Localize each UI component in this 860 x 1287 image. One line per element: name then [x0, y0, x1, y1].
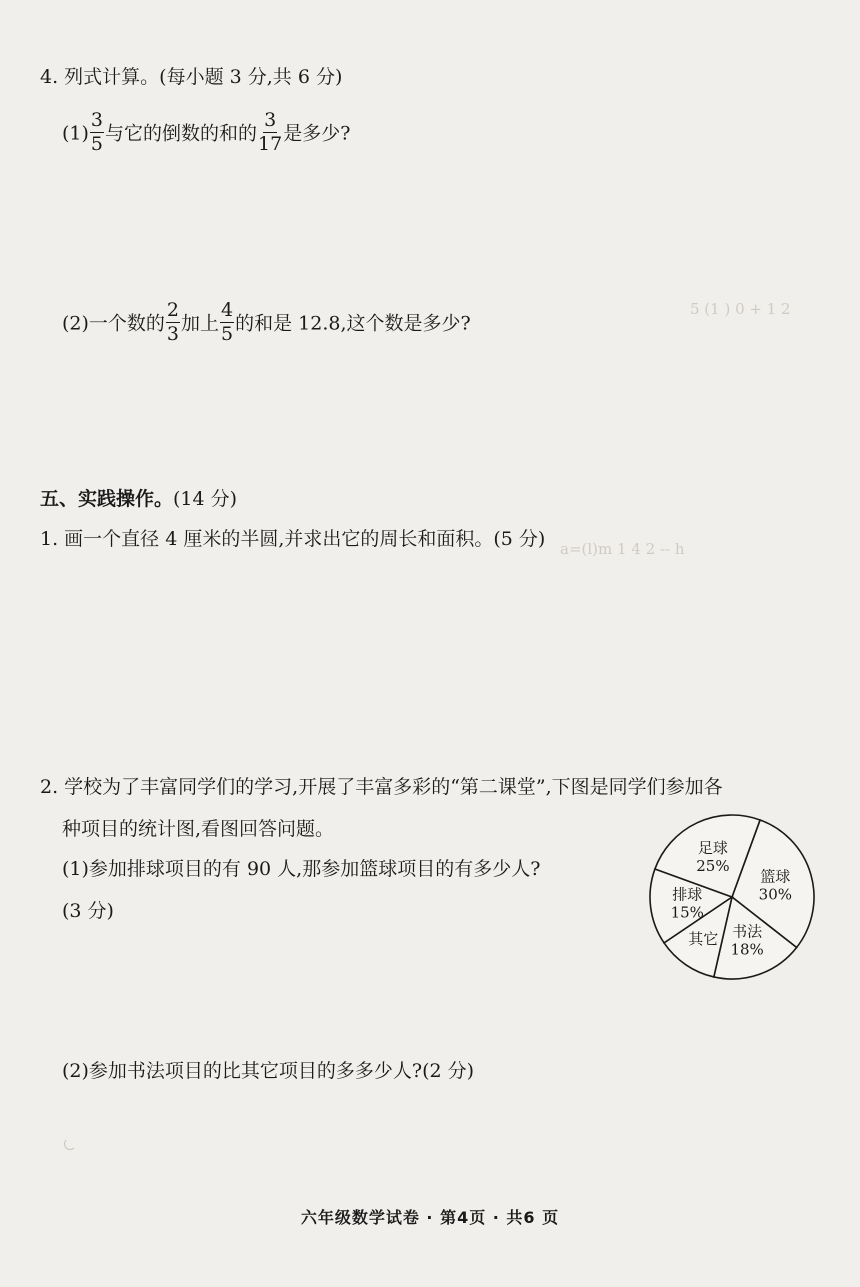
part-1-mid: 与它的倒数的和的 [105, 122, 258, 145]
pie-label-name: 篮球 [760, 867, 791, 886]
pie-label-percent: 18% [730, 940, 764, 959]
part-2-prefix: (2)一个数的 [62, 312, 165, 335]
section-5-question-2-line-2: 种项目的统计图,看图回答问题。 [62, 818, 335, 840]
fraction-4-5: $\frac{4}{5}$ [221, 299, 234, 345]
pie-label-name: 书法 [732, 922, 763, 941]
fraction-2-3: $\frac{2}{3}$ [166, 299, 180, 345]
question-2-part-1-line-1: (1)参加排球项目的有 90 人,那参加篮球项目的有多少人? [62, 858, 541, 880]
section-5-question-2-line-1: 2. 学校为了丰富同学们的学习,开展了丰富多彩的“第二课堂”,下图是同学们参加各 [40, 776, 723, 798]
pie-label-percent: 30% [758, 885, 793, 904]
section-5-question-1: 1. 画一个直径 4 厘米的半圆,并求出它的周长和面积。(5 分) [40, 528, 546, 550]
pie-label-name: 排球 [672, 885, 703, 904]
pie-label-percent: 15% [670, 903, 704, 922]
question-2-part-1-line-2: (3 分) [62, 900, 114, 922]
section-5-points: (14 分) [173, 488, 238, 510]
page-footer: 六年级数学试卷 · 第4页 · 共6 页 [300, 1208, 560, 1227]
part-1-prefix: (1) [62, 122, 89, 145]
paper-mark [64, 1138, 76, 1150]
section-5-title: 五、实践操作。 [40, 488, 174, 510]
question-2-part-2: (2)参加书法项目的比其它项目的多多少人?(2 分) [62, 1060, 475, 1082]
fraction-3-5: $\frac{3}{5}$ [90, 109, 104, 155]
bleed-through-text: 5 (1 ) 0 + 1 2 [690, 300, 791, 318]
part-1-suffix: 是多少? [283, 122, 351, 145]
question-4-heading: 4. 列式计算。(每小题 3 分,共 6 分) [40, 66, 343, 88]
fraction-3-17: $\frac{3}{17}$ [258, 109, 283, 155]
question-4-part-1 [62, 109, 351, 156]
part-2-mid: 加上 [181, 312, 220, 335]
pie-label-name: 足球 [697, 839, 728, 858]
section-5-heading [40, 490, 237, 509]
pie-chart [642, 807, 822, 987]
bleed-through-text: a=(l)m 1 4 2 -- h [560, 540, 685, 558]
pie-label-percent: 25% [696, 857, 730, 876]
question-4-part-2 [62, 299, 471, 346]
pie-label-name: 其它 [688, 929, 719, 948]
part-2-suffix: 的和是 12.8,这个数是多少? [235, 312, 471, 335]
